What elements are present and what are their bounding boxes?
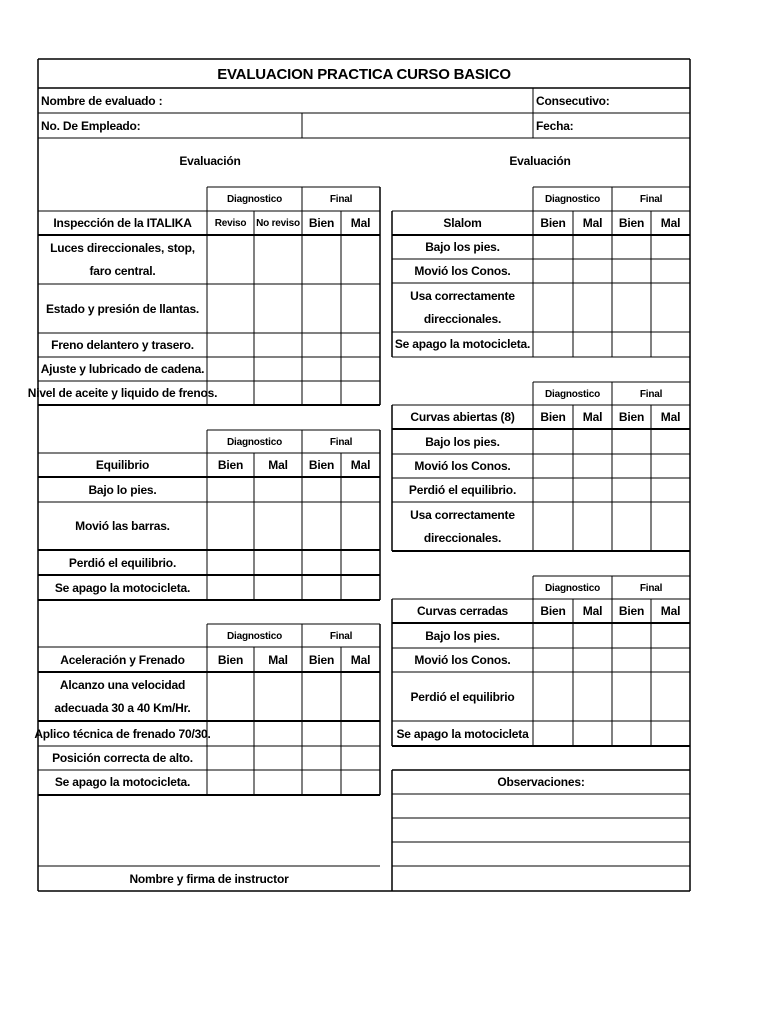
curvas-abiertas-final-header: Final [639,388,663,400]
equilibrio-col-bien-final: Bien [308,458,335,472]
curvas-abiertas-col-bien-final: Bien [618,410,645,424]
section-title-left: Evaluación [179,153,241,168]
aceleracion-col-mal-final: Mal [350,652,371,667]
equilibrio-item: Perdió el equilibrio. [68,555,177,570]
curvas-abiertas-item: Bajo los pies. [425,434,500,449]
curvas-cerradas-item: Bajo los pies. [425,628,500,643]
curvas-cerradas-col-bien-final: Bien [618,604,645,618]
equilibrio-col-mal-final: Mal [350,458,371,472]
curvas-abiertas-item: Usa correctamente direccionales. [410,508,515,545]
section-title-right: Evaluación [509,153,571,168]
equilibrio-col-mal: Mal [268,458,288,472]
empleado-label: No. De Empleado: [41,118,141,133]
curvas-cerradas-item: Perdió el equilibrio [410,689,515,704]
slalom-col-bien: Bien [540,216,566,230]
curvas-cerradas-col-bien: Bien [540,604,566,618]
aceleracion-col-bien-final: Bien [308,652,335,667]
aceleracion-col-mal: Mal [268,652,288,667]
aceleracion-item: Aplico técnica de frenado 70/30. [34,726,211,741]
inspeccion-col-no-reviso: No reviso [256,218,300,229]
curvas-abiertas-item: Movió los Conos. [414,459,511,473]
equilibrio-item: Se apago la motocicleta. [54,580,191,595]
equilibrio-item: Movió las barras. [75,519,170,533]
curvas-cerradas-item: Movió los Conos. [414,653,511,667]
firma-instructor-label: Nombre y firma de instructor [129,871,289,886]
curvas-cerradas-col-mal-final: Mal [660,604,681,618]
curvas-abiertas-diagnostico-header: Diagnostico [544,388,601,400]
curvas-cerradas-final-header: Final [639,582,663,594]
fecha-label: Fecha: [536,118,574,133]
aceleracion-title: Aceleración y Frenado [60,652,185,667]
equilibrio-title: Equilibrio [95,458,150,472]
slalom-item: Se apago la motocicleta. [394,337,531,351]
slalom-col-mal-final: Mal [660,216,681,230]
aceleracion-final-header: Final [329,630,353,642]
aceleracion-item: Posición correcta de alto. [52,751,193,765]
inspeccion-col-mal: Mal [350,216,371,230]
nombre-label: Nombre de evaluado : [41,93,163,108]
inspeccion-item: Freno delantero y trasero. [51,338,194,352]
inspeccion-diagnostico-header: Diagnostico [226,193,283,205]
inspeccion-col-reviso: Reviso [214,218,247,229]
slalom-item: Movió los Conos. [414,264,511,278]
aceleracion-item: Alcanzo una velocidad adecuada 30 a 40 Km/Hr. [54,678,191,715]
curvas-abiertas-col-mal: Mal [582,410,603,424]
inspeccion-title: Inspección de la ITALIKA [53,216,192,230]
inspeccion-item: Ajuste y lubricado de cadena. [40,362,205,376]
equilibrio-final-header: Final [329,436,353,448]
consecutivo-label: Consecutivo: [536,93,610,108]
slalom-col-bien-final: Bien [618,216,645,230]
slalom-diagnostico-header: Diagnostico [544,193,601,205]
equilibrio-col-bien: Bien [217,458,244,472]
curvas-cerradas-title: Curvas cerradas [416,604,509,618]
aceleracion-col-bien: Bien [217,652,244,667]
slalom-col-mal: Mal [582,216,603,230]
curvas-abiertas-col-bien: Bien [540,410,566,424]
inspeccion-col-bien: Bien [308,216,335,230]
form-title: EVALUACION PRACTICA CURSO BASICO [217,65,511,83]
slalom-final-header: Final [639,193,663,205]
equilibrio-item: Bajo lo pies. [88,482,157,497]
curvas-abiertas-col-mal-final: Mal [660,410,681,424]
slalom-item: Bajo los pies. [425,240,500,254]
equilibrio-diagnostico-header: Diagnostico [226,436,283,448]
aceleracion-diagnostico-header: Diagnostico [226,630,283,642]
observaciones-label: Observaciones: [497,775,585,789]
inspeccion-final-header: Final [329,193,353,205]
curvas-cerradas-diagnostico-header: Diagnostico [544,582,601,594]
aceleracion-item: Se apago la motocicleta. [54,775,191,789]
inspeccion-item: Estado y presión de llantas. [45,301,200,316]
slalom-title: Slalom [443,216,482,230]
curvas-abiertas-title: Curvas abiertas (8) [410,410,515,424]
curvas-cerradas-col-mal: Mal [582,604,603,618]
curvas-abiertas-item: Perdió el equilibrio. [408,483,517,497]
curvas-cerradas-item: Se apago la motocicleta [396,726,529,741]
inspeccion-item: Nivel de aceite y liquido de frenos. [27,386,218,400]
inspeccion-item: Luces direccionales, stop, faro central. [50,241,195,278]
slalom-item: Usa correctamente direccionales. [410,289,515,326]
